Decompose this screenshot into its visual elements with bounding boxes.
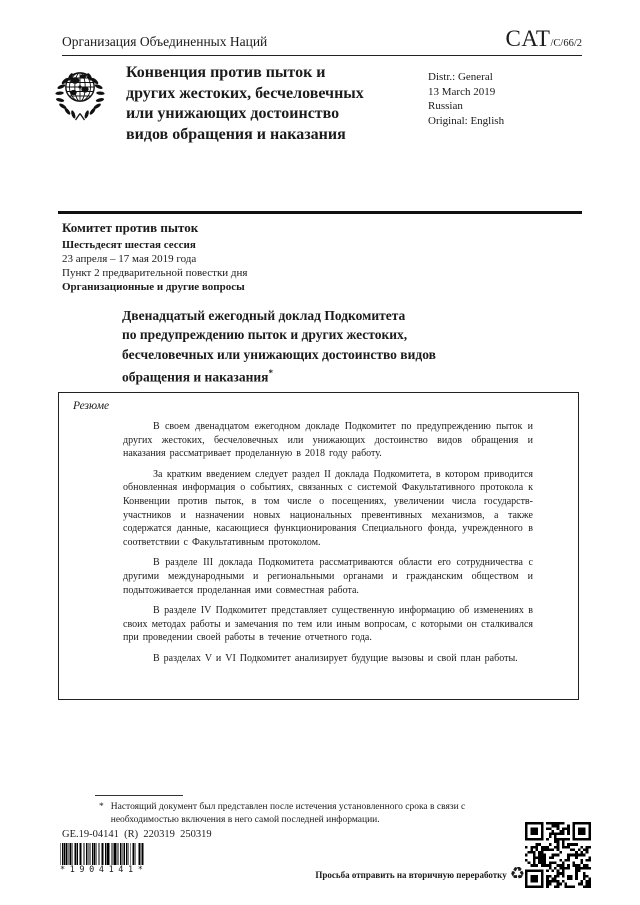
distr-line: Distr.: General <box>428 71 493 83</box>
section-divider-rule <box>58 211 582 214</box>
distr-line: 13 March 2019 <box>428 85 496 98</box>
org-name: Организация Объединенных Наций <box>62 34 268 49</box>
footnote-text: Настоящий документ был представлен после истечения установленного срока в связи с необходимостью включения в него самой последней информации. <box>110 802 466 825</box>
summary-paragraph: За кратким введением следует раздел II доклада Подкомитета, в котором приводится обновленная информация о событиях, связанных с системой Факультативного протокола к Конвенции против пыток, в том числе о посещениях, увеличении числа государств-участников и назначении новых национальных превентивных механизмов, а также содержатся данные, касающиеся функционирования Специального фонда, учрежденного в соответствии с Факультативным протоколом. <box>123 468 533 548</box>
footnote-marker: * <box>268 367 273 378</box>
summary-box <box>58 392 579 700</box>
report-title <box>122 306 512 387</box>
session-dates: 23 апреля – 17 мая 2019 года <box>62 253 197 265</box>
recycle-note <box>290 866 525 883</box>
recycle-icon: ♻ <box>509 864 525 884</box>
footnote-rule <box>95 795 183 796</box>
doc-symbol <box>506 26 582 52</box>
report-title-line: Двенадцатый ежегодный доклад Подкомитета <box>122 308 406 323</box>
summary-paragraph: В разделе IV Подкомитет представляет существенную информацию об изменениях в своих методах работы и замечания по тем или иным вопросам, с которыми он сталкивался при проведении своей работы в течение отчетного года. <box>123 605 533 644</box>
summary-heading: Резюме <box>73 400 110 412</box>
doc-symbol-sub: /C/66/2 <box>550 38 582 49</box>
code39-barcode-icon <box>60 843 145 865</box>
report-title-line: обращения и наказания* <box>122 367 273 385</box>
un-emblem-icon <box>55 65 105 123</box>
footnote-asterisk: * <box>99 802 104 812</box>
report-title-line: бесчеловечных или унижающих достоинство видов <box>122 346 436 362</box>
header-rule <box>62 55 582 56</box>
agenda-item: Пункт 2 предварительной повестки дня <box>62 267 248 279</box>
convention-title-line: Конвенция против пыток и <box>126 64 326 81</box>
doc-symbol-main: CAT <box>505 26 551 51</box>
distr-line: Russian <box>428 100 463 112</box>
committee-name: Комитет против пыток <box>62 220 199 235</box>
distr-line: Original: English <box>428 114 505 127</box>
convention-title <box>126 63 426 145</box>
qr-code-icon <box>525 822 591 888</box>
report-title-line: по предупреждению пыток и других жестоких, <box>122 327 408 343</box>
distribution-info <box>428 70 504 128</box>
summary-paragraph: В разделе III доклада Подкомитета рассматриваются области его сотрудничества с другими международными и региональными органами и гражданским обществом и подытоживается проделанная ими совместная работа. <box>123 557 533 596</box>
convention-title-line: видов обращения и наказания <box>126 125 346 143</box>
session-title: Шестьдесят шестая сессия <box>62 239 196 251</box>
ge-number: GE.19-04141 (R) 220319 250319 <box>62 829 212 840</box>
convention-title-line: других жестоких, бесчеловечных <box>126 84 364 102</box>
footnote <box>99 801 531 827</box>
summary-paragraph: В разделах V и VI Подкомитет анализирует будущие вызовы и свой план работы. <box>153 652 518 664</box>
barcode <box>60 843 146 875</box>
convention-title-line: или унижающих достоинство <box>126 105 340 122</box>
agenda-topic: Организационные и другие вопросы <box>62 281 245 293</box>
committee-block <box>62 220 247 294</box>
summary-paragraph: В своем двенадцатом ежегодном докладе Подкомитет по предупреждению пыток и других жестоких, бесчеловечных или унижающих достоинство видов обращения и наказания рассматривает проделанную в 2018 году работу. <box>123 421 533 460</box>
barcode-digits: *1904141* <box>60 865 148 875</box>
recycle-note-text: Просьба отправить на вторичную переработку <box>315 869 507 880</box>
header <box>62 26 582 52</box>
